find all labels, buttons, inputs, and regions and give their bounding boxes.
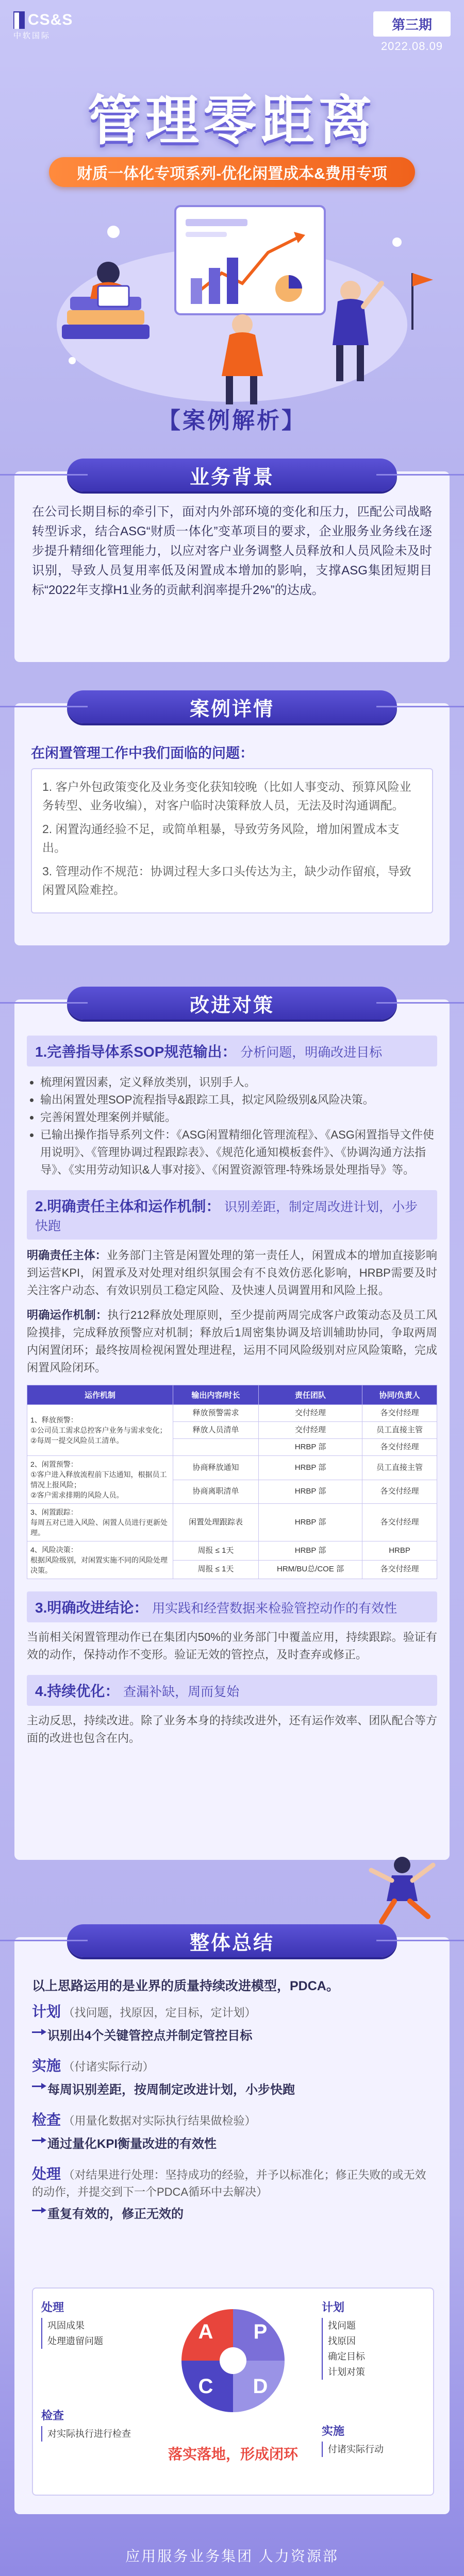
- strategy-2-p1: 明确责任主体：业务部门主管是闲置处理的第一责任人，闲置成本的增加直接影响到运营KPI，闲置承及对处理对组织氛围会有不良效仿恶化影响，HRBP需要及时关注客户动态、有效识别员工稳定风险、及快速人员调置用和风险上报。: [27, 1249, 437, 1297]
- subtitle-bar: 财质一体化专项系列-优化闲置成本&费用专项: [49, 157, 415, 187]
- brand-mark-icon: ▌: [13, 11, 25, 29]
- summary-row-check: 检查 （用量化数据对实际执行结果做检验） 通过量化KPI衡量改进的有效性: [32, 2109, 432, 2151]
- table-cell: HRBP 部: [258, 1541, 362, 1561]
- table-cell: HRBP: [362, 1541, 437, 1561]
- table-cell: 1、释放预警： ①公司员工需求总控客户业务与需求变化； ②每周一提交风险员工清单。: [27, 1405, 173, 1456]
- background-section-title: 业务背景: [67, 459, 397, 492]
- summary-row-plan: 计划 （找问题，找原因，定目标，定计划） 识别出4个关键管控点并制定管控目标: [32, 2001, 432, 2043]
- table-header: 运作机制: [27, 1385, 173, 1405]
- table-cell: HRBP 部: [258, 1480, 362, 1504]
- pdca-plan-block: 计划 找问题 找原因 确定目标 计划对策: [322, 2299, 425, 2380]
- table-cell: 员工直接主管: [362, 1422, 437, 1439]
- details-lead: 在闲置管理工作中我们面临的问题：: [31, 745, 254, 761]
- table-cell: HRBP 部: [258, 1504, 362, 1541]
- table-row: [27, 1456, 437, 1480]
- pdca-letter-p: P: [253, 2320, 268, 2343]
- strategy-2-heading: 2.明确责任主体和运作机制： 识别差距，制定周改进计划，小步快跑: [27, 1190, 437, 1240]
- measures-content: [27, 1036, 437, 1747]
- summary-row-do: 实施 （付诸实际行动） 每周识别差距，按周制定改进计划，小步快跑: [32, 2055, 432, 2097]
- list-item: • 完善闲置处理案例并赋能。: [40, 1109, 437, 1126]
- table-cell: 2、闲置预警： ①客户进入释放流程前下达通知，根据员工情况上报风险； ②客户需求排期的风险人员。: [27, 1456, 173, 1504]
- details-box: [31, 768, 433, 913]
- mechanism-table: [27, 1385, 437, 1579]
- issue-date: 2022.08.09: [380, 40, 443, 53]
- issue-badge: [373, 11, 451, 53]
- table-cell: HRBP 部: [258, 1439, 362, 1456]
- pdca-letter-c: C: [198, 2375, 213, 2398]
- team-illustration: [21, 196, 443, 412]
- details-section-title: 案例详情: [67, 690, 397, 723]
- list-item: 3. 管理动作不规范：协调过程大多口头传达为主，缺少动作留痕，导致闲置风险难控。: [42, 865, 411, 896]
- pdca-check-block: 检查 对实际执行进行检查: [41, 2407, 160, 2442]
- background-text: 在公司长期目标的牵引下，面对内外部环境的变化和压力，匹配公司战略转型诉求，结合ASG“财质一体化”变革项目的要求，企业服务业务线在逐步提升精细化管理能力，以应对客户业务调整人员释放和人员风险未及时识别，导致人员复用率低及闲置成本增加的影响，支撑ASG集团短期目标“2022年支撑H1业务的贡献利润率提升2%”的达成。: [32, 505, 432, 597]
- summary-content: [32, 1976, 432, 2233]
- details-content: [31, 742, 433, 913]
- table-cell: 释放预警需求: [173, 1405, 259, 1422]
- case-tag: 【案例解析】: [158, 408, 306, 433]
- brand-sub: 中软国际: [13, 31, 51, 40]
- list-item: 2. 闲置沟通经验不足，或简单粗暴，导致劳务风险，增加闲置成本支出。: [42, 822, 400, 854]
- list-item: 1. 客户外包政策变化及业务变化获知较晚（比如人事变动、预算风险业务转型、业务收编），对客户临时决策释放人员，无法及时沟通调配。: [42, 780, 411, 812]
- table-cell: HRBP 部: [258, 1456, 362, 1480]
- table-cell: 3、闲置跟踪： 每周五对已进入风险、闲置人员进行更新处理。: [27, 1504, 173, 1541]
- details-list: [42, 777, 422, 899]
- pdca-slogan: 落实落地，形成闭环: [168, 2446, 298, 2462]
- table-row: [27, 1504, 437, 1541]
- list-item: • 梳理闲置因素，定义释放类别，识别手人。: [40, 1074, 437, 1091]
- table-cell: 各交付经理: [362, 1405, 437, 1422]
- main-title: 管理零距离: [87, 89, 376, 152]
- table-cell: 各交付经理: [362, 1439, 437, 1456]
- strategy-4-heading: 4.持续优化： 查漏补缺，周而复始: [27, 1675, 437, 1706]
- table-cell: 交付经理: [258, 1405, 362, 1422]
- summary-row-act: 处理 （对结果进行处理：坚持成功的经验，并予以标准化；修正失败的或无效的动作，并提交到下一个PDCA循环中去解决） 重复有效的，修正无效的: [32, 2163, 432, 2222]
- pdca-do-block: 实施 付诸实际行动: [322, 2422, 425, 2457]
- jumping-person-illustration: [351, 1850, 449, 1927]
- summary-section-title: 整体总结: [67, 1924, 397, 1957]
- summary-lead: 以上思路运用的是业界的质量持续改进模型，PDCA。: [32, 1979, 339, 1993]
- brand-name: CS&S: [28, 11, 73, 28]
- table-cell: 交付经理: [258, 1422, 362, 1439]
- table-cell: 各交付经理: [362, 1504, 437, 1541]
- strategy-4-text: 主动反思，持续改进。除了业务本身的持续改进外，还有运作效率、团队配合等方面的改进也包含在内。: [27, 1714, 437, 1744]
- list-item: • 已输出操作指导系列文件：《ASG闲置精细化管理流程》、《ASG闲置指导文件使用说明》、《管理协调过程跟踪表》、《规范化通知模板套件》、《协调沟通方法指导》、《实用劳动知识&人事对接》、《闲置资源管理-特殊场景处理指导》等。: [40, 1126, 437, 1179]
- table-cell: 各交付经理: [362, 1560, 437, 1579]
- pdca-diagram: [32, 2287, 434, 2496]
- table-header: 责任团队: [258, 1385, 362, 1405]
- footer-text: 应用服务业务集团 人力资源部: [125, 2548, 339, 2564]
- table-row: [27, 1405, 437, 1422]
- table-cell: 闲置处理跟踪表: [173, 1504, 259, 1541]
- brand-logo: [13, 11, 73, 41]
- list-item: • 输出闲置处理SOP流程指导&跟踪工具，拟定风险级别&风险决策。: [40, 1091, 437, 1109]
- pdca-letter-a: A: [198, 2320, 213, 2343]
- strategy-2-p2: 明确运作机制：执行212释放处理原则，至少提前两周完成客户政策动态及员工风险摸排，完成释放预警应对机制；释放后1周密集协调及培训辅助协同，争取两周内闲置闭环；最终按周检视闲置处理进程，运用不同风险级别对应风险策略，完成闲置风险闭环。: [27, 1309, 437, 1374]
- table-cell: 释放人员清单: [173, 1422, 259, 1439]
- strategy-3-text: 当前相关闲置管理动作已在集团内50%的业务部门中覆盖应用，持续跟踪。验证有效的动作，保持动作不变形。验证无效的管控点，及时查弃或修正。: [27, 1631, 437, 1661]
- table-cell: 员工直接主管: [362, 1456, 437, 1480]
- table-header: 协同/负责人: [362, 1385, 437, 1405]
- pdca-letter-d: D: [253, 2375, 268, 2398]
- pdca-act-block: 处理 巩固成果 处理遗留问题: [41, 2299, 160, 2349]
- table-cell: 周报 ≤ 1天: [173, 1560, 259, 1579]
- table-cell: 协商释放通知: [173, 1456, 259, 1480]
- table-cell: 周报 ≤ 1天: [173, 1541, 259, 1561]
- strategy-1-heading: 1.完善指导体系SOP规范输出： 分析问题，明确改进目标: [27, 1036, 437, 1066]
- table-cell: 4、风险决策： 根据风险级别，对闲置实施不同的风险处理决策。: [27, 1541, 173, 1579]
- table-cell: HRM/BU总/COE 部: [258, 1560, 362, 1579]
- strategy-3-heading: 3.明确改进结论： 用实践和经营数据来检验管控动作的有效性: [27, 1591, 437, 1622]
- table-row: [27, 1541, 437, 1561]
- table-cell: 协商离职清单: [173, 1480, 259, 1504]
- table-cell: [173, 1439, 259, 1456]
- measures-section-title: 改进对策: [67, 987, 397, 1020]
- issue-label: 第三期: [373, 11, 451, 37]
- strategy-1-list: [27, 1074, 437, 1179]
- table-cell: 各交付经理: [362, 1480, 437, 1504]
- table-header: 输出内容/时长: [173, 1385, 259, 1405]
